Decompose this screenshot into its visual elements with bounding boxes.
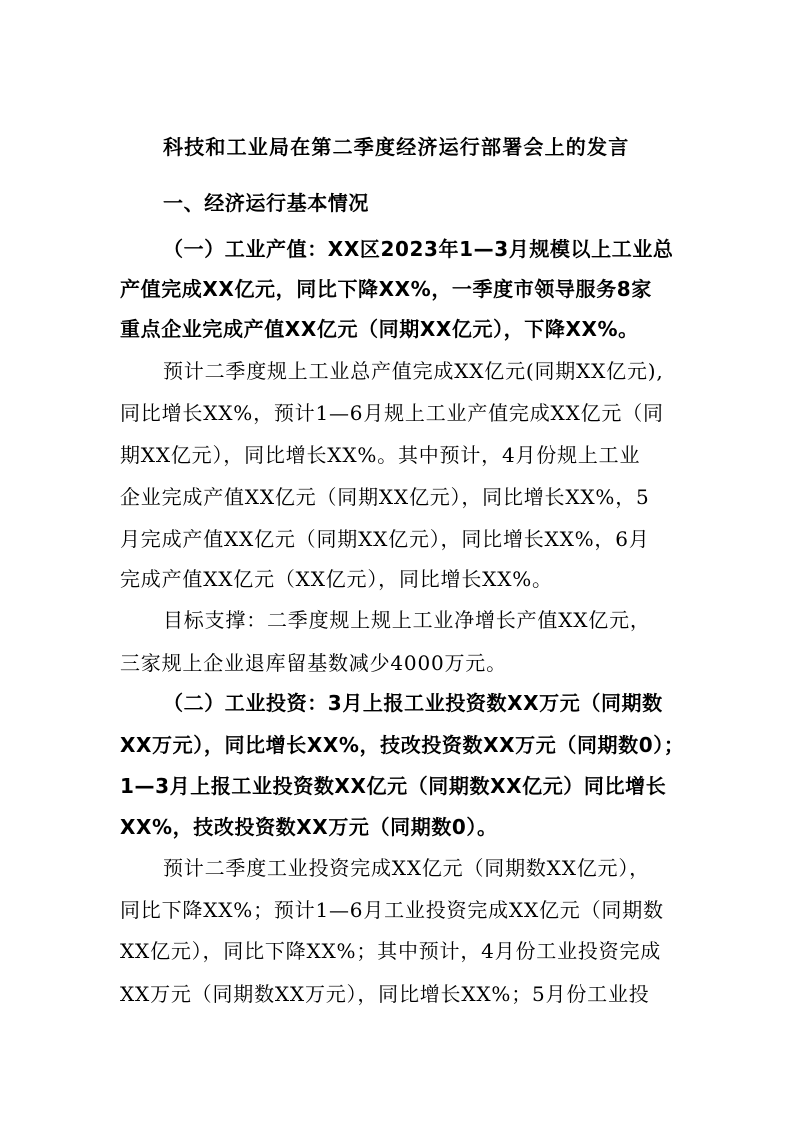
- paragraph-line: 1—3月上报工业投资数XX亿元（同期数XX亿元）同比增长: [120, 774, 667, 798]
- paragraph-line: 产值完成XX亿元，同比下降XX%，一季度市领导服务8家: [120, 277, 652, 301]
- paragraph-line: （一）工业产值：XX区2023年1—3月规模以上工业总: [163, 237, 674, 261]
- paragraph-line: 预计二季度规上工业总产值完成XX亿元(同期XX亿元),: [163, 359, 664, 383]
- paragraph-line: 同比下降XX%；预计1—6月工业投资完成XX亿元（同期数: [120, 898, 664, 922]
- paragraph-line: XX%，技改投资数XX万元（同期数0）。: [120, 815, 498, 839]
- paragraph-line: 重点企业完成产值XX亿元（同期XX亿元），下降XX%。: [120, 317, 639, 341]
- paragraph-line: XX万元（同期数XX万元），同比增长XX%；5月份工业投: [120, 982, 650, 1006]
- paragraph-line: 完成产值XX亿元（XX亿元），同比增长XX%。: [120, 567, 553, 591]
- paragraph-line: XX万元），同比增长XX%，技改投资数XX万元（同期数0）；: [120, 733, 685, 757]
- paragraph-line: XX亿元），同比下降XX%；其中预计，4月份工业投资完成: [120, 939, 662, 963]
- paragraph-line: 目标支撑：二季度规上规上工业净增长产值XX亿元，: [163, 608, 651, 632]
- paragraph-line: 预计二季度工业投资完成XX亿元（同期数XX亿元），: [163, 856, 650, 880]
- paragraph-line: 月完成产值XX亿元（同期XX亿元），同比增长XX%，6月: [120, 527, 650, 551]
- paragraph-line: （二）工业投资：3月上报工业投资数XX万元（同期数: [163, 691, 663, 715]
- paragraph-line: 同比增长XX%，预计1—6月规上工业产值完成XX亿元（同: [120, 401, 664, 425]
- section-heading: 一、经济运行基本情况: [163, 191, 369, 215]
- document-title: 科技和工业局在第二季度经济运行部署会上的发言: [163, 135, 630, 159]
- paragraph-line: 企业完成产值XX亿元（同期XX亿元），同比增长XX%，5: [120, 485, 650, 509]
- paragraph-line: 三家规上企业退库留基数减少4000万元。: [120, 651, 507, 675]
- paragraph-line: 期XX亿元），同比增长XX%。其中预计，4月份规上工业: [120, 443, 641, 467]
